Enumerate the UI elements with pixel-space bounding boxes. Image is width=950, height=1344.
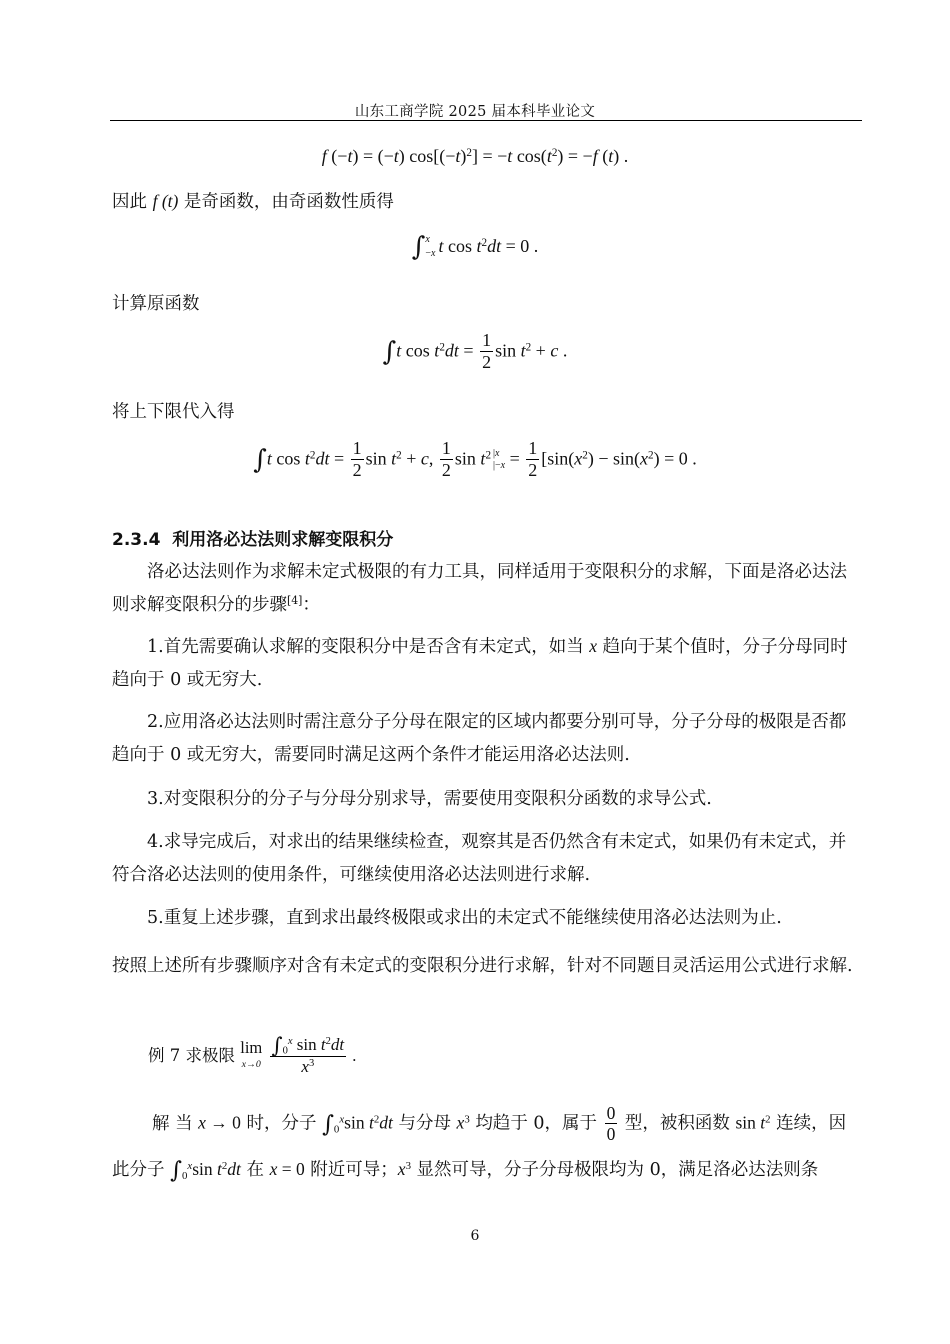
example-7: 例 7 求极限 lim x→0 $\frac{\int_0^x \sin t^2dt}{x^3}$ .: [148, 1033, 357, 1077]
page-number: 6: [470, 1228, 480, 1244]
equation-odd-function: f (−t) = (−t) $\cos[(-t)^2] = -t$ $\cos(t^2) = -f$ (t) .: [321, 146, 629, 166]
equation-definite-evaluation: ∫t $\cos t^2dt$ = $\frac{1}{2}$ $\sin t^2 + c$, $\frac{1}{2}$ $\sin t^2$ |x |−x = $\frac{1}{2}$ [$\sin(x^2) - \sin(x^2) = 0$ .: [253, 438, 697, 480]
step-2: 2.应用洛必达法则时需注意分子分母在限定的区域内都要分别可导，分子分母的极限是否都趋向于 0 或无穷大，需要同时满足这两个条件才能运用洛必达法则.: [112, 712, 847, 765]
paragraph-summary: 按照上述所有步骤顺序对含有未定式的变限积分进行求解，针对不同题目灵活运用公式进行求解.: [112, 956, 853, 976]
paragraph-antiderivative: 计算原函数: [112, 294, 200, 314]
equation-antiderivative: ∫t $\cos t^2dt$ = $\frac{1}{2}$ $\sin t^2 + c$ .: [382, 330, 568, 372]
step-5: 5.重复上述步骤，直到求出最终极限或求出的未定式不能继续使用洛必达法则为止.: [147, 908, 782, 928]
step-4: 4.求导完成后，对求出的结果继续检查，观察其是否仍然含有未定式，如果仍有未定式，并符合洛必达法则的使用条件，可继续使用洛必达法则进行求解.: [112, 832, 847, 885]
equation-integral-zero: ∫x −x t $\cos t^2dt = 0$ .: [411, 232, 539, 262]
step-3: 3.对变限积分的分子与分母分别求导，需要使用变限积分函数的求导公式.: [147, 789, 712, 809]
step-1: 1.首先需要确认求解的变限积分中是否含有未定式，如当 x 趋向于某个值时，分子分母同时趋向于 0 或无穷大.: [112, 636, 848, 690]
solution-line-1: 解 当 x → 0 时，分子 $\int_0^x\sin$ $t^2dt$ 与分母 $x^3$ 均趋于 0，属于 $\frac{0}{0}$ 型，被积函数 $\sin t^2$ 连续，因: [152, 1103, 847, 1145]
header-rule: [110, 120, 862, 121]
paragraph-intro: 洛必达法则作为求解未定式极限的有力工具，同样适用于变限积分的求解，下面是洛必达法则求解变限积分的步骤[4]：: [112, 562, 847, 615]
paragraph-substitute-limits: 将上下限代入得: [112, 402, 235, 422]
page-header: 山东工商学院 2025 届本科毕业论文: [354, 104, 596, 120]
paragraph-odd-function: 因此 f (t) 是奇函数，由奇函数性质得: [112, 191, 394, 212]
section-heading: 2.3.4 利用洛必达法则求解变限积分: [112, 530, 394, 550]
solution-line-2: 此分子 $\int_0^x\sin$ $t^2dt$ 在 x = 0 附近可导；$x^3$ 显然可导，分子分母极限均为 0，满足洛必达法则条: [112, 1157, 819, 1184]
